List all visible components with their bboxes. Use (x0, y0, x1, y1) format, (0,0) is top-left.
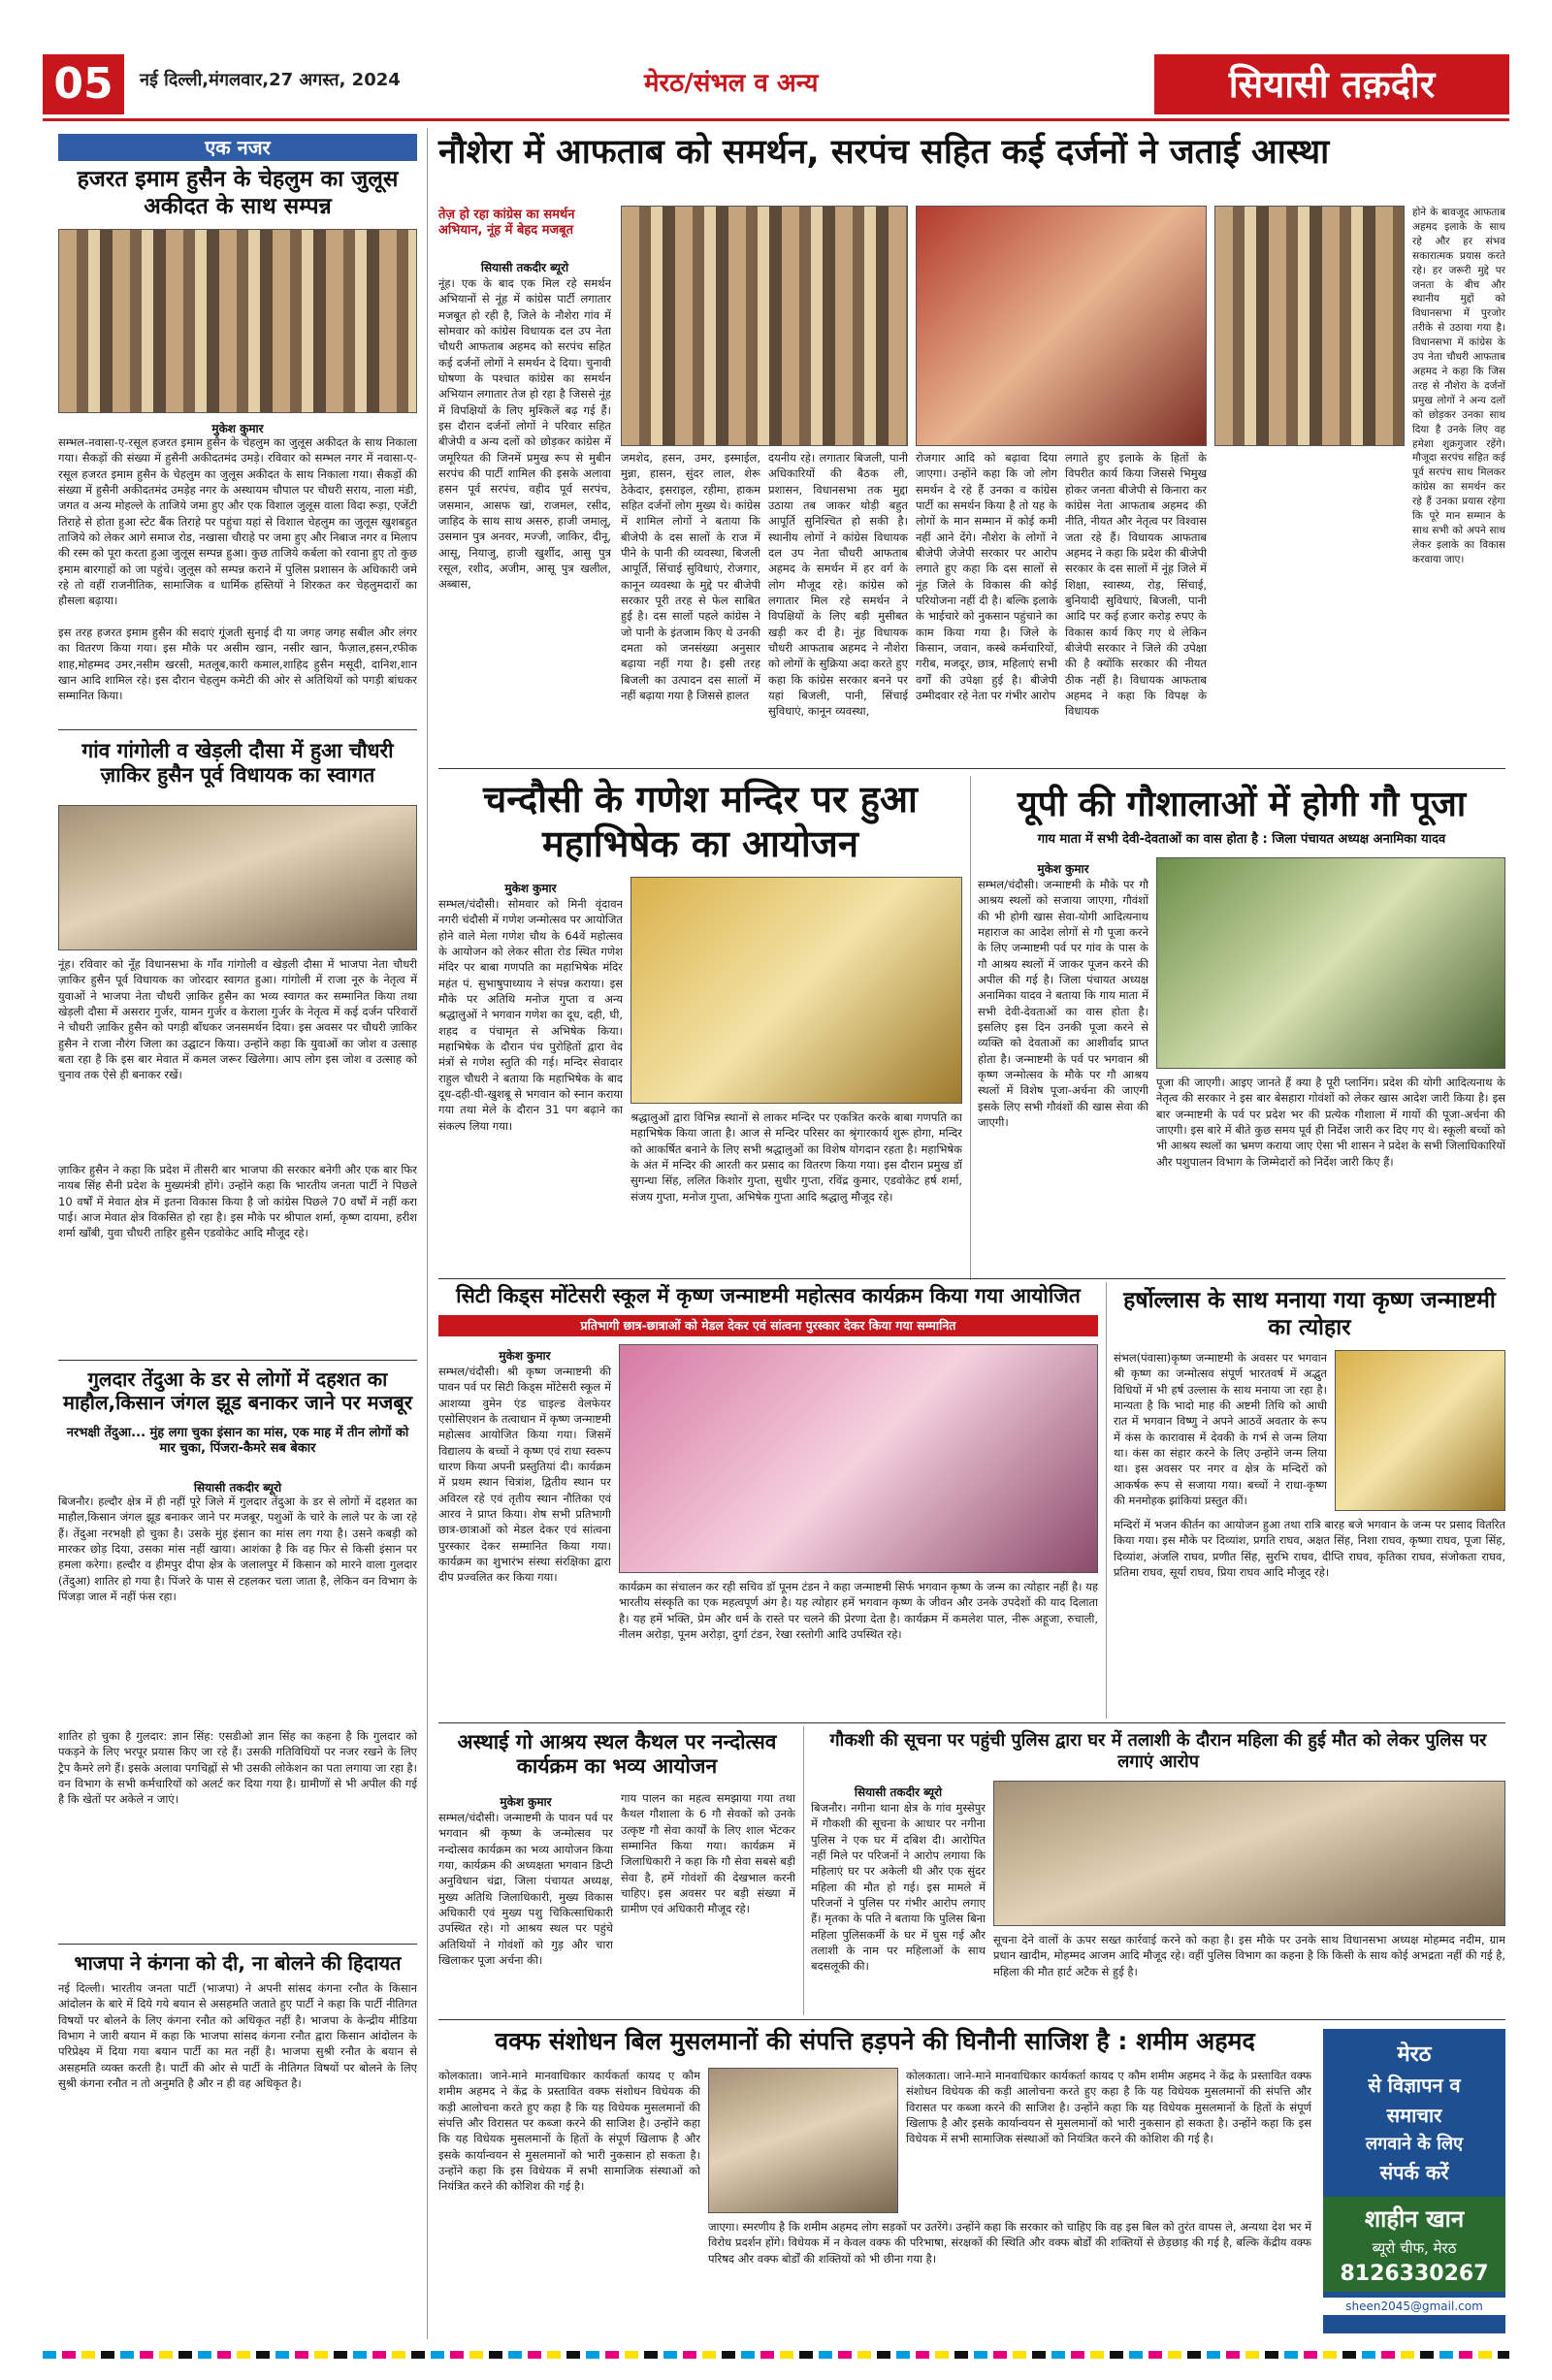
harsh-body-2: मन्दिरों में भजन कीर्तन का आयोजन हुआ तथा रात्रि बारह बजे भगवान के जन्म पर प्रसाद वितरित किया गया। इस मौके पर दिव्यांश, प्रगति राघव, अक्षत सिंह, निशा राघव, कृष्णा राघव, पूजा सिंह, दिव्यांश, अंजलि राघव, प्रणीत सिंह, सुरभि राघव, दीप्ति राघव, कृतिका राघव, संजोकता राघव, प्रतिमा राघव, सूर्या राघव, प्रिया राघव आदि मौजूद रहे। (1114, 1518, 1505, 1579)
citykids-body-2: कार्यक्रम का संचालन कर रही सचिव डॉ पूनम टंडन ने कहा जन्माष्टमी सिर्फ भगवान कृष्ण के जन्म का त्योहार नहीं है। यह भारतीय संस्कृति का एक महत्वपूर्ण अंग है। यह त्योहार हमें भगवान कृष्ण के जीवन और उनके उपदेशों की याद दिलाता है। यह हमें भक्ति, प्रेम और धर्म के रास्ते पर चलने की प्रेरणा देता है। कार्यक्रम में कमलेश पाल, नीरू अहूजा, रुचाली, नीलम अरोड़ा, पूनम अरोड़ा, दुर्गा टंडन, रेखा रस्तोगी आदि उपस्थित रहे। (619, 1580, 1098, 1641)
naushera-col-1: नूंह। एक के बाद एक मिल रहे समर्थन अभियानों से नूंह में कांग्रेस पार्टी लगातार मजबूत हो रही है, जिले के नौशेरा गांव में सोमवार को कांग्रेस विधायक दल उप नेता चौधरी आफताब अहमद को सरपंच सहित कई दर्जनों लोगों ने समर्थन दे दिया। चुनावी घोषणा के पश्चात कांग्रेस का समर्थन अभियान लगातार तेज हो रहा है जिससे नूंह में विपक्षियों के लिए मुश्किलें बढ़ गई हैं। इस दौरान दर्जनों लोगों ने परिवार सहित बीजेपी व अन्य दलों को छोड़कर कांग्रेस में जमूरियत की जिनमें प्रमुख रूप से मुबीन सरपंच की पार्टी शामिल की इसके अलावा हसन पूर्व सरपंच, वहीद पूर्व सरपंच, जसमान, आसफ खां, राजमल, रसीद, जाहिद के साथ साथ असरु, हाजी जमालू, उसमान पुत्र अनवर, मज्जी, जाकिर, दीनू, आसू, नियाजु, हाजी खुर्शीद, आसु पुत्र रसूल, रशीद, अजीम, आसू पुत्र खलील, अब्बास, (438, 276, 611, 592)
ad-box (1323, 2029, 1505, 2333)
ad-line-3: समाचार (1386, 2104, 1442, 2127)
ek-nazar-headline: हजरत इमाम हुसैन के चेहलुम का जुलूस अकीदत के साथ सम्पन्न (77, 167, 399, 219)
ek-nazar-kicker: एक नजर (58, 134, 417, 161)
police-meeting-photo (993, 1781, 1505, 1926)
ad-contact-panel (1323, 2197, 1505, 2292)
gangoli-body: नूंह। रविवार को नूँह विधानसभा के गाँव गांगोली व खेड़ली दौसा में भाजपा नेता चौधरी ज़ाकिर हुसैन पूर्व विधायक का जोरदार स्वागत हुआ। गांगोली में राजा नूरु के नेतृत्व में युवाओं ने भाजपा नेता चौधरी ज़ाकिर हुसैन का भव्य स्वागत कर सम्मानित किया तथा खेड़ली दौसा में असरार गुर्जर, यामन गुर्जर व केराला गुर्जर के नेतृत्व में कई दर्जन परिवारों ने चौधरी ज़ाकिर हुसैन को पगड़ी बाँधकर जनसमर्थन दिया। इस अवसर पर चौधरी ज़ाकिर हुसैन ने राजा नौरंग जिला का उद्घाटन किया। उन्होंने कहा कि युवाओं का जोश व उत्साह बता रहा है कि इस बार मेवात में कमल जरूर खिलेगा। आप लोग इस जोश व उत्साह को चुनाव तक ऐसे ही बनाकर रखें। (58, 957, 417, 1082)
ad-contact-phone[interactable]: 8126330267 (1340, 2262, 1489, 2286)
naushera-col-4: रोजगार आदि को बढ़ावा दिया जाएगा। उन्होंने कहा कि जो लोग समर्थन दे रहे हैं उनका व कांग्रेस पार्टी का समर्थन किया है तो यह के लोगों के मान सम्मान में कोई कमी नहीं आने देंगे। नौशेरा के लोगों ने बीजेपी जेजेपी सरकार पर आरोप लगाते हुए कहा कि दस सालों से नूंह जिले के विकास की कोई परियोजना नहीं दी है। बल्कि इलाके के भाईचारे को नुकसान पहुंचाने का काम किया गया है। जिले के किसान, जवान, कस्बे कर्मचारियों, गरीब, मजदूर, छात्र, महिलाएं सभी वर्गों की उपेक्षा हुई है। बीजेपी उम्मीदवार रहे नेता पर गंभीर आरोप (916, 451, 1057, 702)
ad-contact-name: शाहीन खान (1364, 2205, 1465, 2233)
gaukashi-byline: सियासी तकदीर ब्यूरो (854, 1785, 943, 1799)
tendua-headline: गुलदार तेंदुआ के डर से लोगों में दहशत का माहौल,किसान जंगल झूड बनाकर जाने पर मजबूर (63, 1367, 412, 1414)
janmashtami-photo (1335, 1350, 1505, 1511)
gangoli-headline: गांव गांगोली व खेड़ली दौसा में हुआ चौधरी ज़ाकिर हुसैन पूर्व विधायक का स्वागत (81, 739, 394, 788)
rally-photo-2 (916, 206, 1207, 446)
welcome-photo (58, 805, 417, 950)
divider (438, 768, 1505, 769)
ad-line-2: से विज्ञापन व (1368, 2074, 1461, 2097)
ad-contact-role: ब्यूरो चीफ, मेरठ (1372, 2239, 1457, 2257)
gaushala-body: सम्भल/चंदौसी। जन्माष्टमी के मौके पर गौ आश्रय स्थलों को सजाया जाएगा, गौवंशों की भी होगी खास सेवा-योगी आदित्यनाथ महाराज का आदेश लोगों से गौ पूजा करने के लिए जन्माष्टमी पर्व पर गांव के पास के गौ आश्रय स्थलों में जाकर पूजन करने की अपील की गई है। जिला पंचायत अध्यक्ष अनामिका यादव ने बताया कि गाय माता में सभी देवी-देवताओं का वास होता है। इसलिए इस दिन उनकी पूजा करने से व्यक्ति को देवताओं का आशीर्वाद प्राप्त होता है। जन्माष्टमी के पर्व पर भगवान श्री कृष्ण जन्मोत्सव के मौके पर गौ आश्रय स्थलों में विशेष पूजा-अर्चना की जाएगी इसके लिए सभी गौवंशों की खास सेवा की जाएगी। (978, 878, 1148, 1129)
section-name: मेरठ/संभल व अन्य (644, 69, 819, 98)
gaushala-subhead: गाय माता में सभी देवी-देवताओं का वास होता है : जिला पंचायत अध्यक्ष अनामिका यादव (1037, 832, 1446, 847)
tendua-subhead: नरभक्षी तेंदुआ... मुंह लगा चुका इंसान का मांस, एक माह में तीन लोगों को मार चुका, पिंजरा-कैमरे सब बेकार (66, 1426, 409, 1456)
paper-name: सियासी तक़दीर (1154, 54, 1509, 114)
asthayi-byline: मुकेश कुमार (500, 1795, 552, 1809)
ad-line-1: मेरठ (1397, 2042, 1432, 2067)
masthead (43, 54, 1509, 114)
harsh-headline: हर्षोल्लास के साथ मनाया गया कृष्ण जन्माष्टमी का त्योहार (1123, 1288, 1496, 1340)
school-event-photo (619, 1344, 1098, 1573)
gaushala-byline: मुकेश कुमार (1037, 862, 1089, 876)
naushera-col-2: जमशेद, हसन, उमर, इस्माईल, मुन्ना, हासन, सुंदर लाल, शेरू ठेकेदार, इसराइल, रहीमा, हाकम सहित दर्जनों लोग मुख्य थे। कांग्रेस में शामिल लोगों ने बताया कि बीजेपी के दस सालों के राज में पीने के पानी की व्यवस्था, बिजली आपूर्ति, सिंचाई सुविधाएं, रोजगार, कानून व्यवस्था के मुद्दे पर बीजेपी सरकार पूरी तरह से फेल साबित हुई है। दस सालों पहले कांग्रेस ने जो पानी के इंतजाम किए थे उनकी दमता को जनसंख्या अनुसार बढ़ाया नहीं गया है। इसी तरह बिजली का उत्पादन दस सालों में नहीं बढ़ाया गया है जिससे हालत (621, 451, 760, 702)
naushera-col-3: दयनीय रहे। लगातार बिजली, पानी अधिकारियों की बैठक ली, प्रशासन, विधानसभा तक मुद्दा उठाया तब जाकर थोड़ी बहुत आपूर्ति सुनिश्चित हो सकी है। स्थानीय लोगों ने कांग्रेस विधायक दल उप नेता चौधरी आफताब अहमद के समर्थन में हर वर्ग के लोग मौजूद रहे। कांग्रेस को लगातार मिल रहे समर्थन ने विपक्षियों के लिए बड़ी मुसीबत खड़ी कर दी है। नूंह विधायक चौधरी आफताब अहमद ने नौशेरा को लोगों के सुक्रिया अदा करते हुए कहा कि कांग्रेस सरकार बनने पर यहां बिजली, पानी, सिंचाई सुविधाएं, कानून व्यवस्था, (768, 451, 908, 719)
divider (58, 1360, 417, 1361)
issue-date: नई दिल्ली,मंगलवार,27 अगस्त, 2024 (140, 70, 401, 90)
ad-line-4: लगवाने के लिए (1365, 2134, 1464, 2154)
cow-worship-photo (1156, 857, 1505, 1069)
divider (58, 729, 417, 730)
tendua-body: बिजनौर। हल्दौर क्षेत्र में ही नहीं पूरे जिले में गुलदार तेंदुआ के डर से लोगों में दहशत का माहौल,किसान जंगल झूड बनाकर जाने पर मजबूर, पशुओं के चारे के लाले पर के जा रहे हैं। तेंदुआ नरभक्षी हो चुका है। उसके मुंह इंसान का मांस लग गया है। उसने कबड़ी को मारकर छोड़ दिया, उसका मांस नहीं खाया। आशंका है कि वह फिर से किसी इंसान पर हमला करेगा। हल्दौर व हीमपुर दीपा क्षेत्र के जलालपुर में किसान को मारने वाला गुलदार (तेंदुआ) शातिर हो गया है। पिंजरे के पास से टहलकर चला जाता है, लेकिन वन विभाग के पिंजड़ा जाल में नहीं फंस रहा। (58, 1495, 417, 1603)
divider (438, 2019, 1505, 2020)
asthayi-headline: अस्थाई गो आश्रय स्थल कैथल पर नन्दोत्सव कार्यक्रम का भव्य आयोजन (457, 1730, 777, 1779)
naushera-col-6-visible: होने के बावजूद आफताब अहमद इलाके के साथ रहे और हर संभव सकारात्मक प्रयास करते रहे। हर जरूरी मुद्दे पर जनता के बीच और स्थानीय मुद्दों को विधानसभा में पुरजोर तरीके से उठाया गया है। विधानसभा में कांग्रेस के उप नेता चौधरी आफताब अहमद ने कहा कि जिस तरह से नौशेरा के दर्जनों प्रमुख लोगों ने अन्य दलों को छोड़कर उनका साथ दिया है उनके लिए वह हमेशा शुक्रगुजार रहेंगे। मौजूदा सरपंच सहित कई पूर्व सरपंच साथ मिलकर कांग्रेस का समर्थन कर रहे हैं उनका प्रयास रहेगा कि पूरे मान सम्मान के साथ सभी को अपने साथ लेकर इलाके का विकास करवाया जाए। (1412, 207, 1505, 565)
column-rule (1106, 1282, 1107, 1719)
gaukashi-body: बिजनौर। नगीना थाना क्षेत्र के गांव मुस्सेपुर में गौकशी की सूचना के आधार पर नगीना पुलिस ने एक घर में दबिश दी। आरोपित नहीं मिले पर परिजनों ने आरोप लगाया कि महिलाएं घर पर अकेली थी और एक सुंदर महिला की मौत हो गई। इस मामले में परिजनों ने पुलिस पर गंभीर आरोप लगाए हैं। मृतका के पति ने बताया कि पुलिस बिना महिला पुलिसकर्मी के घर में घुस गई और तलाशी के नाम पर महिलाओं के साथ बदसलूकी की। (811, 1801, 986, 1974)
gaushala-headline: यूपी की गौशालाओं में होगी गौ पूजा (1017, 785, 1467, 824)
masthead-rule (43, 118, 1509, 121)
naushera-byline: सियासी तकदीर ब्यूरो (480, 261, 569, 274)
chandausi-body: सम्भल/चंदौसी। सोमवार को मिनी वृंदावन नगरी चंदौसी में गणेश जन्मोत्सव पर आयोजित होने वाले मेला गणेश चौथ के 64वें महोत्सव के आयोजन को लेकर सीता रोड स्थित गणेश मंदिर पर बाबा गणपति का महाभिषेक मंदिर महंत पं. सुभाषुपाध्याय ने संपन्न कराया। इस मौके पर अतिथि मनोज गुप्ता व अन्य श्रद्धालुओं ने भगवान गणेश का दूध, दही, घी, शहद व पंचामृत से अभिषेक किया। महाभिषेक के दौरान पंच पुरोहितों द्वारा वेद मंत्रों से गणेश स्तुति की गई। मन्दिर सेवादार राहुल चौधरी ने बताया कि महाभिषेक के बाद दूध-दही-घी-खुशबू से भगवान को स्नान कराया गया तथा मेले के दौरान 31 पग बढ़ाने का संकल्प लिया गया। (438, 897, 623, 1133)
ek-nazar-byline: मुकेश कुमार (211, 422, 264, 435)
ganesh-temple-photo (630, 877, 962, 1104)
ek-nazar-body-2: इस तरह हजरत इमाम हुसैन की सदाएं गूंजती सुनाई दी या जगह जगह सबील और लंगर का वितरण किया गया। इस मौके पर असीम खान, नसीर खान, फैज़ाल,हसन,रफीक शाह,मोहम्मद उमर,नसीम खरसी, मतलूब,कारी कमाल,शाहिद हुसैन मसूदी, दानिश,शान खान आदि शामिल रहे। इस दौरान चेहलुम कमेटी की ओर से अतिथियों को पगड़ी बांधकर सम्मानित किया। (58, 626, 417, 703)
gaukashi-headline: गौकशी की सूचना पर पहुंची पुलिस द्वारा घर में तलाशी के दौरान महिला की हुई मौत को लेकर पुलिस पर लगाएं आरोप (829, 1730, 1487, 1772)
waqf-headline: वक्फ संशोधन बिल मुसलमानों की संपत्ति हड़पने की घिनौनी साजिश है : शमीम अहमद (495, 2027, 1255, 2055)
chandausi-byline: मुकेश कुमार (504, 882, 557, 895)
column-rule (803, 1726, 804, 2015)
asthayi-body: सम्भल/चंदौसी। जन्माष्टमी के पावन पर्व पर भगवान श्री कृष्ण के जन्मोत्सव पर नन्दोत्सव कार्यक्रम का भव्य आयोजन किया गया, कार्यक्रम की अध्यक्षता भगवान डिप्टी अनुविधान चंद्रा, जिला पंचायत अध्यक्ष, मुख्य अतिथि जिलाधिकारी, मुख्य विकास अधिकारी एवं मुख्य पशु चिकित्साधिकारी उपस्थित रहे। गो आश्रय स्थल पर पहुंचे अतिथियों ने गोवंशों को गुड़ और चारा खिलाकर पूजा अर्चना की। (438, 1811, 613, 1967)
ek-nazar-body: सम्भल-नवासा-ए-रसूल हजरत इमाम हुसैन के चेहलुम का जुलूस अकीदत के साथ निकाला गया। सैकड़ों की संख्या में हुसैनी अकीदतमंद उमड़े। रविवार को सम्भल नगर में नवासा-ए-रसूल हजरत इमाम हुसैन के चेहलुम का जुलूस अकीदत के साथ निकाला गया। सैकड़ों की संख्या में हुसैनी अकीदतमंद उमड़ेह नगर के अस्थायम चौपाल पर चौधरी सराय, नाला मंडी, जगत व अन्य मोहल्ले के ताजिये जमा हुए और एक विशाल जुलूस वाला विदा रूड़ा, एजेंटी तिराहे से होता हुआ स्टेट बैंक तिराहे पर पहुंचा यहां से विशाल चेहलुम का जुलूस खुशबहुत ताजिये को लेकर आगे समाज रोड, नखासा चौराहे पर जमा हुए और निबाज नगर व मिलाप की रस्म को पूरा करता हुआ जुलूस सम्पन्न हुआ। कुछ ताजिये कर्बला को रवाना हुए तो कुछ इमाम बारगाहों को जा पहुंचे। जुलूस को सम्पन्न कराने में पुलिस प्रशासन के अधिकारी जमे रहे तो वहीं राजनीतिक, सामाजिक व धार्मिक हस्तियों ने शिरकत कर चेहलुमदारों का हौसला बढ़ाया। (58, 435, 417, 608)
column-rule (970, 776, 971, 1280)
harsh-body: संभल(पंवासा)कृष्ण जन्माष्टमी के अवसर पर भगवान श्री कृष्ण का जन्मोत्सव संपूर्ण भारतवर्ष में अद्भुत विधियों में भी हर्ष उल्लास के साथ मनाया जा रहा है। मान्यता है कि भादो माह की अष्टमी तिथि को आधी रात में भगवान विष्णु ने अपने आठवें अवतार के रूप में कंस के कारावास में देवकी के गर्भ से जन्म लिया था। कंस का संहार करने के लिए उन्होंने जन्म लिया था। इस अवसर पर नगर व क्षेत्र के मन्दिरों को आकर्षक रूप से सजाया गया। बच्चों ने राधा-कृष्ण की मनमोहक झांकियां प्रस्तुत कीं। (1114, 1351, 1327, 1507)
procession-photo (58, 229, 417, 413)
citykids-body: सम्भल/चंदौसी। श्री कृष्ण जन्माष्टमी की पावन पर्व पर सिटी किड्स मोंटेसरी स्कूल में आशय्या वुमेन एंड चाइल्ड वेलफेयर एसोसिएशन के तत्वाधान में कृष्ण जन्माष्टमी महोत्सव आयोजित किया गया। जिसमें विद्यालय के बच्चों ने कृष्ण एवं राधा स्वरूप धारण किया अपनी प्रस्तुतियां दी। कार्यक्रम में प्रथम स्थान चित्रांश, द्वितीय स्थान पर अविरल रहे एवं तृतीय स्थान नौतिका एवं आरव ने प्राप्त किया। शेष सभी प्रतिभागी छात्र-छात्राओं को मेडल देकर एवं सांत्वना पुरस्कार देकर सम्मानित किया गया। कार्यक्रम का शुभारंभ संस्था संरक्षिका द्वारा दीप प्रज्वलित कर किया गया। (438, 1365, 611, 1585)
divider (438, 1722, 1505, 1723)
rally-photo-1 (621, 206, 908, 446)
tendua-byline: सियासी तकदीर ब्यूरो (193, 1481, 282, 1495)
rally-photo-3 (1214, 206, 1405, 446)
divider (438, 1278, 1505, 1279)
ad-contact-email[interactable]: sheen2045@gmail.com (1323, 2298, 1505, 2315)
gangoli-body-2: ज़ाकिर हुसैन ने कहा कि प्रदेश में तीसरी बार भाजपा की सरकार बनेगी और एक बार फिर नायब सिंह सैनी प्रदेश के मुख्यमंत्री होंगे। उन्होंने कहा कि भारतीय जनता पार्टी ने पिछले 10 वर्षों में मेवात क्षेत्र में इतना विकास किया है जो कांग्रेस पिछले 70 वर्षों में नहीं करा पाई। आज मेवात क्षेत्र विकसित हो रहा है। इस मौके पर श्रीपाल शर्मा, कृष्ण दायमा, हरीश शर्मा खाँबी, युवा चौधरी ताहिर हुसैन एडवोकेट आदि मौजूद रहे। (58, 1163, 417, 1240)
bjp-body: नई दिल्ली। भारतीय जनता पार्टी (भाजपा) ने अपनी सांसद कंगना रनौत के किसान आंदोलन के बारे में दिये गये बयान से असहमति जताते हुए पार्टी ने कहा कि पार्टी नीतिगत विषयों पर बोलने के लिए कंगना रनौत को अधिकृत नहीं है। भाजपा के केन्द्रीय मीडिया विभाग ने जारी बयान में कहा कि भाजपा सांसद कंगना रनौत द्वारा किसान आंदोलन के परिप्रेक्ष्य में दिया गया बयान पार्टी का मत नहीं है। भाजपा सुश्री रनौत के बयान से असहमति व्यक्त करती है। पार्टी की ओर से पार्टी के नीतिगत विषयों पर बोलने के लिए सुश्री कंगना रनौत न तो अनुमति है और न ही वह अधिकृत है। (58, 1981, 417, 2090)
tendua-body-2: शातिर हो चुका है गुलदार: ज्ञान सिंह: एसडीओ ज्ञान सिंह का कहना है कि गुलदार को पकड़ने के लिए भरपूर प्रयास किए जा रहे हैं। उसकी गतिविधियों पर नजर रखने के लिए ट्रैप कैमरे लगे हैं। इसके अलावा पगचिह्नों से भी उसकी लोकेशन का पता लगाया जा रहा है। वन विभाग के सभी कर्मचारियों को अलर्ट कर दिया गया है। ग्रामीणों से भी अपील की गई है कि खेतों पर अकेले न जाएं। (58, 1729, 417, 1807)
gaukashi-body-2: सूचना देने वालों के ऊपर सख्त कार्रवाई करने को कहा है। इस मौके पर उनके साथ विधानसभा अध्यक्ष मोहम्मद नदीम, ग्राम प्रधान खादीम, मोहम्मद आजम आदि मौजूद रहे। वहीं पुलिस विभाग का कहना है कि किसी के साथ कोई अभद्रता नहीं की गई है, महिला की मौत हार्ट अटैक से हुई है। (993, 1933, 1505, 1978)
citykids-byline: मुकेश कुमार (499, 1349, 551, 1363)
asthayi-body-2: गाय पालन का महत्व समझाया गया तथा कैथल गौशाला के 6 गौ सेवकों को उनके उत्कृष्ट गौ सेवा कार्यों के लिए शाल भेंटकर सम्मानित किया गया। कार्यक्रम में जिलाधिकारी ने कहा कि गौ सेवा सबसे बड़ी सेवा है, हमें गोवंशों की देखभाल करनी चाहिए। इस अवसर पर बड़ी संख्या में ग्रामीण एवं अधिकारी मौजूद रहे। (621, 1791, 795, 1916)
footer-strip (43, 2345, 1509, 2364)
gaushala-body-2: पूजा की जाएगी। आइए जानते हैं क्या है पूरी प्लानिंग। प्रदेश की योगी आदित्यनाथ के नेतृत्व की सरकार ने इस बार बेसहारा गोवंशों को लेकर खास आदेश जारी किया है। इस बार जन्माष्टमी के पर्व पर प्रदेश भर की प्रत्येक गौशाला में गायों की पूजा-अर्चना की जाएगी। इस बारे में बीते कुछ समय पूर्व ही निर्देश जारी कर दिए गए थे। स्कूली बच्चों को भी आश्रय स्थलों का भ्रमण कराया जाए ऐसा भी शासन ने प्रदेश के सभी जिलाधिकारियों और पशुपालन विभाग के जिम्मेदारों को निर्देश जारी किए हैं। (1156, 1076, 1505, 1169)
shamim-ahmad-photo (708, 2068, 898, 2213)
ad-line-5: संपर्क करें (1379, 2161, 1449, 2184)
bjp-headline: भाजपा ने कंगना को दी, ना बोलने की हिदायत (74, 1951, 402, 1975)
waqf-body-2: जाएगा। स्मरणीय है कि शमीम अहमद लोग सड़कों पर उतरेंगे। उन्होंने कहा कि सरकार को चाहिए कि वह इस बिल को तुरंत वापस ले, अन्यथा देश भर में विरोध प्रदर्शन होंगे। विधेयक में न केवल वक्फ की परिभाषा, संरक्षकों की स्थिति और वक्फ बोर्डों की शक्तियों से छेड़छाड़ की गई है, बल्कि केंद्रीय वक्फ परिषद और वक्फ बोर्डों की शक्तियों को भी छीना गया है। (708, 2220, 1311, 2266)
divider (58, 1944, 417, 1945)
naushera-headline: नौशेरा में आफताब को समर्थन, सरपंच सहित कई दर्जनों ने जताई आस्था (438, 133, 1330, 172)
naushera-col-5: लगाते हुए इलाके के हितों के विपरीत कार्य किया जिससे भिमुख होकर जनता बीजेपी से किनारा कर कांग्रेस नेता आफताब अहमद की नीति, नीयत और नेतृत्व पर विश्वास जता रहे हैं। विधायक आफताब अहमद ने कहा कि प्रदेश की बीजेपी सरकार के दस सालों में नूंह जिले में शिक्षा, स्वास्थ्य, रोड़, सिंचाई, बुनियादी सुविधाएं, बिजली, पानी आदि पर कई हजार करोड़ रुपए के विकास कार्य किए गए थे लेकिन बीजेपी सरकार ने जिले की उपेक्षा की है क्योंकि सरकार की नीयत ठीक नहीं है। विधायक आफताब अहमद ने कहा कि विपक्ष के विधायक (1065, 451, 1207, 719)
waqf-body: कोलकाता। जाने-माने मानवाधिकार कार्यकर्ता कायद ए कौम शमीम अहमद ने केंद्र के प्रस्तावित वक्फ संशोधन विधेयक की कड़ी आलोचना करते हुए कहा है कि यह विधेयक मुसलमानों की संपत्ति और विरासत पर कब्जा करने की साजिश है। उन्होंने कहा कि यह विधेयक मुसलमानों के हितों के संपूर्ण खिलाफ है और इसके कार्यान्वयन से मुसलमानों को भारी नुकसान हो सकता है। उन्होंने कहा कि इस विधेयक में सभी सामाजिक संस्थाओं को नियंत्रित करने की कोशिश की गई है। (438, 2069, 700, 2194)
chandausi-body-2: श्रद्धालुओं द्वारा विभिन्न स्थानों से लाकर मन्दिर पर एकत्रित करके बाबा गणपति का महाभिषेक किया जाता है। आज से मन्दिर परिसर का श्रृंगारकार्य शुरू होगा, मन्दिर को आकर्षित बनाने के लिए सभी श्रद्धालुओं का विशेष योगदान रहता है। महाभिषेक के अंत में मन्दिर की आरती कर प्रसाद का वितरण किया गया। इस दौरान प्रमुख डॉ सुगन्धा सिंह, ललित किशोर गुप्ता, सुधीर गुप्ता, रविंद्र कुमार, एडवोकेट हर्ष शर्मा, संजय गुप्ता, मनोज गुप्ता, अभिषेक गुप्ता आदि श्रद्धालु मौजूद रहे। (630, 1110, 962, 1204)
page-number: 05 (43, 54, 124, 114)
citykids-headline: सिटी किड्स मोंटेसरी स्कूल में कृष्ण जन्माष्टमी महोत्सव कार्यक्रम किया गया आयोजित (456, 1284, 1081, 1307)
waqf-body-3: कोलकाता। जाने-माने मानवाधिकार कार्यकर्ता कायद ए कौम शमीम अहमद ने केंद्र के प्रस्तावित वक्फ संशोधन विधेयक की कड़ी आलोचना करते हुए कहा है कि यह विधेयक मुसलमानों की संपत्ति और विरासत पर कब्जा करने की साजिश है। उन्होंने कहा कि यह विधेयक मुसलमानों के हितों के संपूर्ण खिलाफ है और इसके कार्यान्वयन से मुसलमानों को भारी नुकसान हो सकता है। उन्होंने कहा कि इस विधेयक में सभी सामाजिक संस्थाओं को नियंत्रित करने की कोशिश की गई है। (906, 2069, 1311, 2146)
citykids-subhead: प्रतिभागी छात्र-छात्राओं को मेडल देकर एवं सांत्वना पुरस्कार देकर किया गया सम्मानित (438, 1315, 1098, 1336)
column-rule (427, 128, 428, 2339)
naushera-kicker: तेज़ हो रहा कांग्रेस का समर्थन अभियान, नूंह में बेहद मजबूत (438, 208, 575, 238)
chandausi-headline: चन्दौसी के गणेश मन्दिर पर हुआ महाभिषेक का आयोजन (483, 778, 918, 865)
